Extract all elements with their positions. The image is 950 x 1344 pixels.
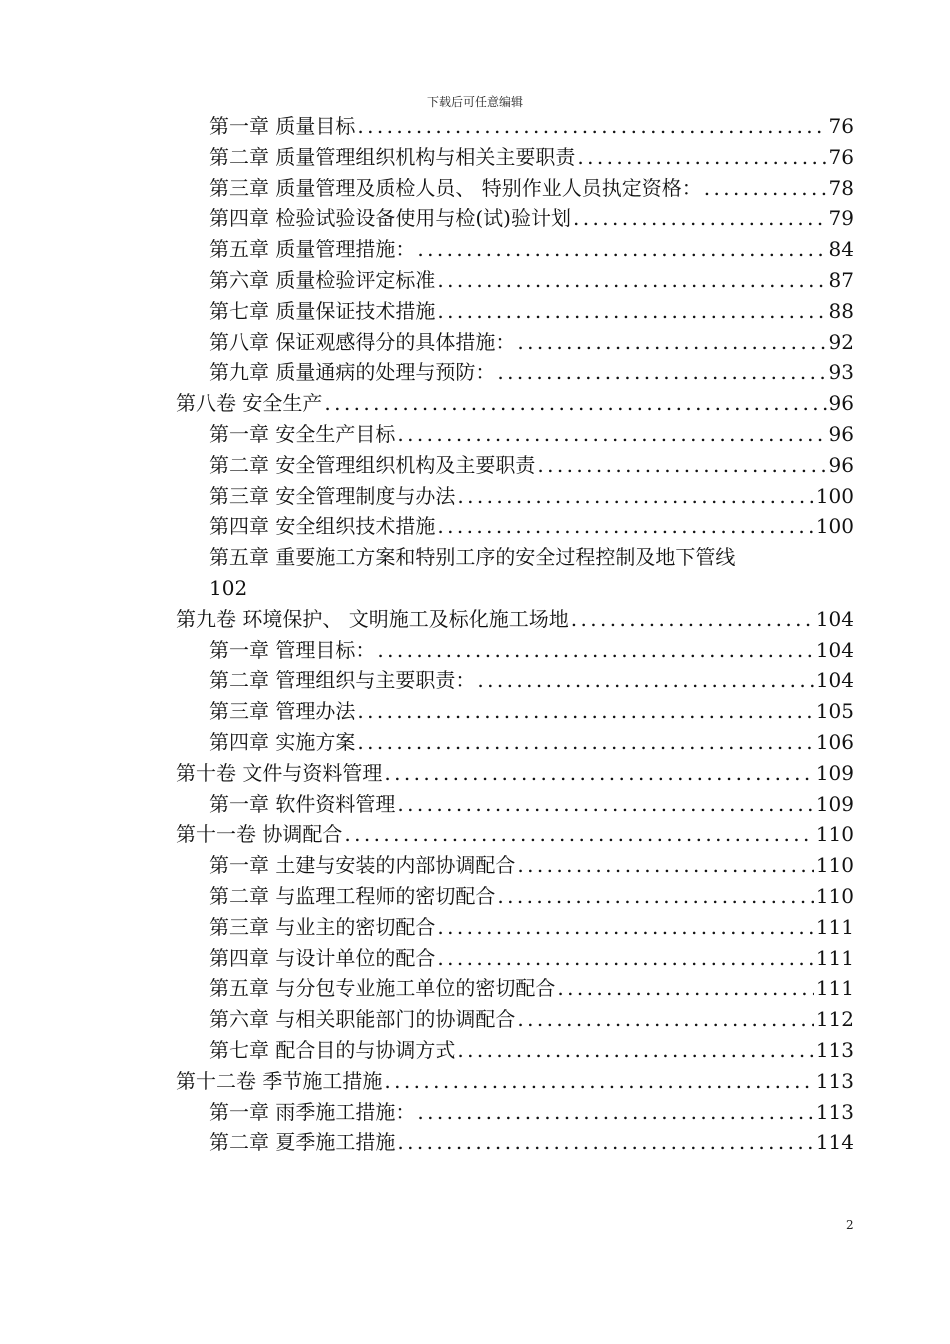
toc-entry[interactable] — [209, 203, 854, 234]
toc-entry[interactable] — [209, 1127, 854, 1158]
toc-leader-dots — [557, 973, 813, 1004]
toc-entry-title: 第二章 与监理工程师的密切配合 — [209, 883, 496, 908]
toc-entry-page: 76 — [828, 144, 854, 169]
toc-leader-dots — [517, 1004, 813, 1035]
toc-leader-dots — [517, 327, 826, 358]
toc-entry-page: 100 — [815, 483, 854, 508]
toc-entry-title: 第十卷 文件与资料管理 — [176, 760, 383, 785]
toc-entry-title: 第十二卷 季节施工措施 — [176, 1068, 383, 1093]
toc-entry-title: 第一章 管理目标： — [209, 637, 376, 662]
toc-entry[interactable] — [176, 604, 854, 635]
toc-leader-dots — [384, 1066, 813, 1097]
toc-entry-page: 93 — [828, 360, 854, 385]
toc-entry-title: 第一章 安全生产目标 — [209, 421, 396, 446]
toc-leader-dots — [537, 450, 826, 481]
toc-entry-page: 84 — [828, 237, 854, 262]
toc-entry-title: 第二章 管理组织与主要职责： — [209, 668, 476, 693]
toc-entry-page: 105 — [815, 699, 854, 724]
toc-entry-title: 第三章 质量管理及质检人员、 特别作业人员执定资格： — [209, 175, 702, 200]
toc-entry[interactable] — [209, 296, 854, 327]
toc-entry-page: 112 — [815, 1007, 854, 1032]
toc-entry-page: 96 — [828, 421, 854, 446]
toc-entry[interactable] — [209, 727, 854, 758]
toc-leader-dots — [437, 912, 813, 943]
toc-entry-title: 第二章 质量管理组织机构与相关主要职责 — [209, 144, 576, 169]
toc-entry-page: 110 — [815, 853, 854, 878]
toc-leader-dots — [384, 758, 813, 789]
toc-entry-page: 79 — [828, 206, 854, 231]
toc-leader-dots — [397, 419, 826, 450]
toc-entry-title: 第七章 质量保证技术措施 — [209, 298, 436, 323]
toc-entry-title: 第九卷 环境保护、 文明施工及标化施工场地 — [176, 606, 569, 631]
toc-entry[interactable] — [209, 943, 854, 974]
toc-entry-page: 92 — [828, 329, 854, 354]
toc-entry[interactable] — [176, 388, 854, 419]
toc-entry-page: 96 — [828, 452, 854, 477]
toc-entry[interactable] — [209, 1035, 854, 1066]
toc-entry-page: 76 — [828, 114, 854, 138]
toc-entry[interactable] — [209, 1097, 854, 1128]
toc-entry-title: 第六章 质量检验评定标准 — [209, 267, 436, 292]
toc-entry[interactable] — [209, 173, 854, 204]
toc-leader-dots — [497, 881, 813, 912]
toc-entry-title: 第四章 与设计单位的配合 — [209, 945, 436, 970]
toc-entry-page: 111 — [815, 976, 854, 1001]
toc-leader-dots — [437, 265, 826, 296]
toc-leader-dots — [417, 1097, 813, 1128]
toc-entry-page: 104 — [815, 637, 854, 662]
toc-entry[interactable] — [209, 327, 854, 358]
toc-entry-title: 第一章 质量目标 — [209, 114, 356, 138]
toc-leader-dots — [377, 635, 813, 666]
toc-entry-page: 110 — [815, 883, 854, 908]
toc-entry[interactable] — [209, 142, 854, 173]
toc-leader-dots — [457, 1035, 813, 1066]
toc-leader-dots — [577, 142, 826, 173]
toc-entry[interactable] — [209, 665, 854, 696]
toc-leader-dots — [437, 943, 813, 974]
toc-entry-title: 第十一卷 协调配合 — [176, 822, 343, 847]
toc-leader-dots — [344, 819, 813, 850]
toc-entry[interactable] — [209, 912, 854, 943]
toc-entry-page: 104 — [815, 668, 854, 693]
toc-leader-dots — [437, 511, 813, 542]
page-number: 2 — [846, 1218, 854, 1232]
toc-leader-dots — [573, 203, 827, 234]
toc-entry-title: 第六章 与相关职能部门的协调配合 — [209, 1007, 516, 1032]
toc-entry-title: 第三章 安全管理制度与办法 — [209, 483, 456, 508]
toc-entry-title: 第三章 与业主的密切配合 — [209, 914, 436, 939]
toc-entry-page: 102 — [209, 575, 248, 600]
toc-entry[interactable] — [209, 111, 854, 142]
toc-entry-title: 第八章 保证观感得分的具体措施： — [209, 329, 516, 354]
toc-entry[interactable] — [209, 265, 854, 296]
toc-entry-title: 第五章 重要施工方案和特别工序的安全过程控制及地下管线 — [209, 545, 736, 570]
toc-entry-page: 96 — [828, 391, 854, 416]
toc-entry-title: 第四章 检验试验设备使用与检(试)验计划 — [209, 206, 571, 231]
toc-leader-dots — [417, 234, 826, 265]
toc-entry-page: 104 — [815, 606, 854, 631]
toc-entry-title: 第四章 安全组织技术措施 — [209, 514, 436, 539]
toc-entry-page: 100 — [815, 514, 854, 539]
toc-entry-title: 第五章 与分包专业施工单位的密切配合 — [209, 976, 556, 1001]
toc-entry-page: 113 — [815, 1099, 854, 1124]
toc-entry-title: 第七章 配合目的与协调方式 — [209, 1037, 456, 1062]
toc-entry[interactable] — [209, 481, 854, 512]
toc-leader-dots — [357, 696, 813, 727]
toc-leader-dots — [437, 296, 826, 327]
toc-entry-page: 87 — [828, 267, 854, 292]
toc-entry-page: 109 — [815, 791, 854, 816]
toc-entry[interactable] — [209, 357, 854, 388]
toc-entry[interactable] — [209, 511, 854, 542]
toc-leader-dots — [571, 604, 814, 635]
toc-entry[interactable] — [176, 1066, 854, 1097]
toc-entry-page: 110 — [815, 822, 854, 847]
toc-leader-dots — [477, 665, 813, 696]
toc-leader-dots — [704, 173, 827, 204]
toc-entry[interactable] — [209, 881, 854, 912]
toc-entry-title: 第一章 土建与安装的内部协调配合 — [209, 853, 516, 878]
toc-entry-title: 第二章 夏季施工措施 — [209, 1130, 396, 1155]
toc-entry[interactable] — [209, 973, 854, 1004]
toc-entry-page: 88 — [828, 298, 854, 323]
toc-entry-page: 113 — [815, 1037, 854, 1062]
toc-leader-dots — [357, 111, 826, 142]
toc-entry-title: 第八卷 安全生产 — [176, 391, 323, 416]
toc-entry-title: 第一章 软件资料管理 — [209, 791, 396, 816]
toc-entry[interactable] — [209, 1004, 854, 1035]
toc-entry-page: 111 — [815, 914, 854, 939]
toc-leader-dots — [397, 789, 813, 820]
toc-entry-title: 第四章 实施方案 — [209, 729, 356, 754]
toc-entry-page: 78 — [828, 175, 854, 200]
toc-entry-title: 第三章 管理办法 — [209, 699, 356, 724]
toc-leader-dots — [397, 1127, 813, 1158]
toc-entry[interactable] — [209, 789, 854, 820]
page-header: 下载后可任意编辑 — [426, 95, 523, 109]
toc-entry[interactable] — [176, 758, 854, 789]
toc-entry[interactable] — [209, 419, 854, 450]
toc-entry[interactable] — [209, 635, 854, 666]
toc-entry-page: 106 — [815, 729, 854, 754]
toc-leader-dots — [457, 481, 813, 512]
toc-entry[interactable] — [209, 542, 854, 604]
toc-entry-title: 第九章 质量通病的处理与预防： — [209, 360, 496, 385]
toc-entry-title: 第二章 安全管理组织机构及主要职责 — [209, 452, 536, 477]
toc-entry-title: 第一章 雨季施工措施： — [209, 1099, 416, 1124]
toc-entry-page: 113 — [815, 1068, 854, 1093]
toc-leader-dots — [324, 388, 826, 419]
toc-entry-title: 第五章 质量管理措施： — [209, 237, 416, 262]
toc-leader-dots — [497, 357, 826, 388]
toc-entry[interactable] — [209, 234, 854, 265]
toc-leader-dots — [357, 727, 813, 758]
toc-entry-page: 109 — [815, 760, 854, 785]
toc-entry[interactable] — [176, 819, 854, 850]
toc-entry[interactable] — [209, 450, 854, 481]
toc-entry[interactable] — [209, 696, 854, 727]
toc-leader-dots — [517, 850, 813, 881]
toc-entry-page: 114 — [815, 1130, 854, 1155]
toc-entry-page: 111 — [815, 945, 854, 970]
toc-entry[interactable] — [209, 850, 854, 881]
table-of-contents — [0, 111, 950, 1158]
